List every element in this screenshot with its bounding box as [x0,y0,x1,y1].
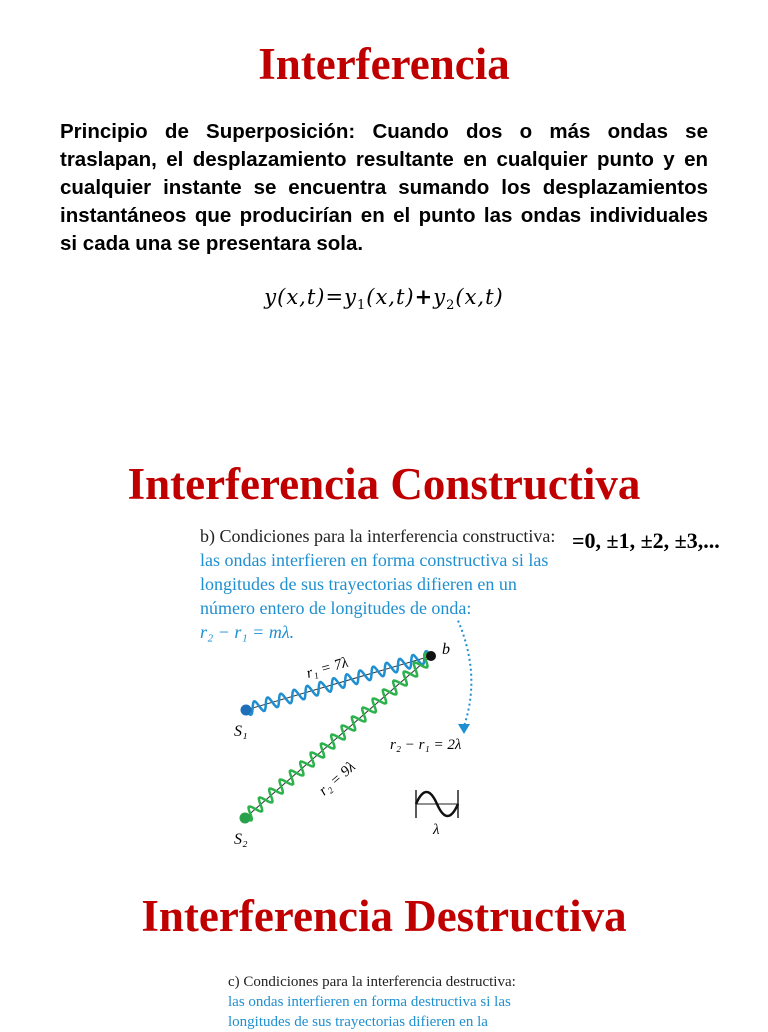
constructive-heading [200,524,555,548]
formula-equals: = [325,285,345,309]
destructive-heading [228,972,516,992]
formula-plus: + [414,284,434,309]
point-b-dot [426,651,436,661]
superposition-paragraph: Principio de Superposición: Cuando dos o más ondas se traslapan, el desplazamiento resultante en cualquier punto y en cualquier instante se encuentra sumando los desplazamientos instantáneos que producirían en el punto las ondas individuales si cada una se presentara sola. [60,120,708,255]
section-title-interferencia: Interferencia [258,39,510,89]
constructive-line-4: r₂ − r₁ = mλ. [200,622,295,642]
formula-y2-args: (x,t) [455,285,504,309]
destructive-heading-text: Condiciones para la interferencia destructiva: [243,974,516,990]
formula-lhs: y(x,t) [264,285,326,309]
constructive-line-1: las ondas interfieren en forma constructiva si las [200,550,549,570]
dotted-arrow [456,618,471,726]
formula-y1-args: (x,t) [366,285,415,309]
formula-y2: y [433,285,447,309]
interference-diagram [220,618,520,858]
source-s2-label: S₂ [234,831,248,848]
superposition-formula [0,284,768,313]
formula-y1: y [344,285,357,309]
r1-label: r₁ = 7λ [304,654,351,682]
fig-label-b: b) [200,526,215,546]
source-s2-dot [240,813,251,824]
arrow-head [458,724,470,734]
r2-label: r₂ = 9λ [316,758,359,800]
formula-y2-sub: 2 [446,298,456,314]
section-title-constructiva: Interferencia Constructiva [127,459,641,509]
destructive-figure-caption [228,972,516,1032]
constructive-line-3: número entero de longitudes de onda: [200,598,472,618]
wavelength-indicator [416,790,458,818]
source-s1-dot [241,705,252,716]
fig-label-c: c) [228,974,240,990]
source-s1-label: S₁ [234,723,248,740]
formula-y1-sub: 1 [356,298,367,314]
m-values: =0, ±1, ±2, ±3,... [572,528,720,553]
constructive-line-2: longitudes de sus trayectorias difieren en un [200,574,517,594]
destructive-line-1: las ondas interfieren en forma destructiva si las [228,994,511,1010]
point-b-label: b [442,641,450,658]
difference-label: r₂ − r₁ = 2λ [390,737,462,753]
constructive-heading-text: Condiciones para la interferencia constructiva: [219,526,556,546]
lambda-label: λ [433,822,440,838]
destructive-line-2: longitudes de sus trayectorias difieren en la [228,1014,488,1030]
section-title-destructiva: Interferencia Destructiva [141,891,627,941]
